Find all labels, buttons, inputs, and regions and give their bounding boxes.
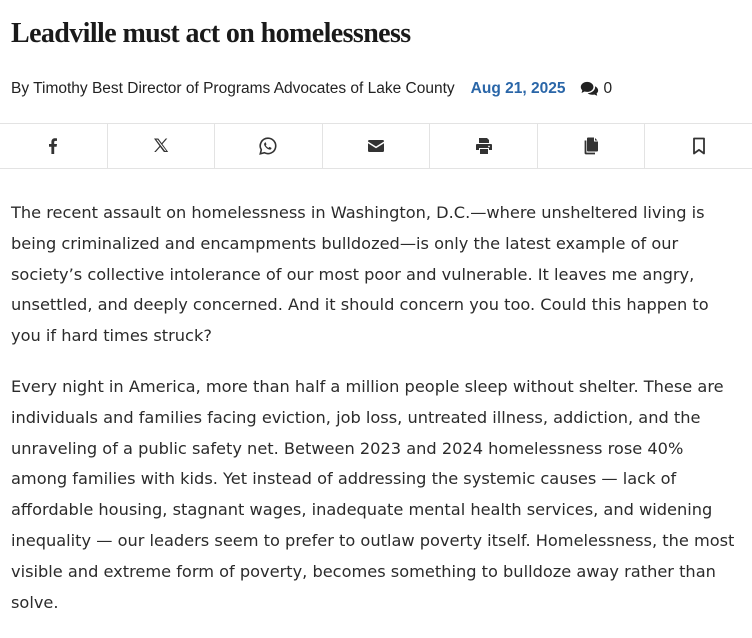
author-byline: By Timothy Best Director of Programs Advocates of Lake County bbox=[11, 80, 455, 97]
bookmark-icon bbox=[689, 136, 709, 156]
copy-link-button[interactable] bbox=[538, 124, 646, 168]
email-icon bbox=[366, 136, 386, 156]
comments-link[interactable] bbox=[580, 80, 612, 98]
copy-icon bbox=[581, 136, 601, 156]
print-button[interactable] bbox=[430, 124, 538, 168]
share-x-button[interactable] bbox=[108, 124, 216, 168]
article-headline: Leadville must act on homelessness bbox=[11, 18, 411, 49]
share-facebook-button[interactable] bbox=[0, 124, 108, 168]
share-toolbar bbox=[0, 123, 752, 169]
comment-count: 0 bbox=[603, 80, 613, 97]
print-icon bbox=[474, 136, 494, 156]
comments-icon bbox=[580, 81, 599, 97]
article-byline-row bbox=[11, 79, 612, 99]
share-whatsapp-button[interactable] bbox=[215, 124, 323, 168]
article-paragraph: Every night in America, more than half a million people sleep without shelter. These are individuals and families facing eviction, job loss, untreated illness, addiction, and the unraveling of a public safety net. Between 2023 and 2024 homelessness rose 40% among families with kids. Yet instead of addressing the systemic causes — lack of affordable housing, stagnant wages, inadequate mental health services, and widening inequality — our leaders seem to prefer to outlaw poverty itself. Homelessness, the most visible and extreme form of poverty, becomes something to bulldoze away rather than solve. bbox=[11, 376, 735, 612]
article-body bbox=[11, 198, 743, 638]
x-twitter-icon bbox=[151, 136, 171, 156]
publish-date: Aug 21, 2025 bbox=[470, 80, 566, 97]
whatsapp-icon bbox=[258, 136, 278, 156]
share-email-button[interactable] bbox=[323, 124, 431, 168]
facebook-icon bbox=[43, 136, 63, 156]
article-paragraph: The recent assault on homelessness in Washington, D.C.—where unsheltered living is being criminalized and encampments bulldozed—is only the latest example of our society’s collective intolerance of our most poor and vulnerable. It leaves me angry, unsettled, and deeply concerned. And it should concern you too. Could this happen to you if hard times struck? bbox=[11, 203, 709, 346]
bookmark-button[interactable] bbox=[645, 124, 752, 168]
